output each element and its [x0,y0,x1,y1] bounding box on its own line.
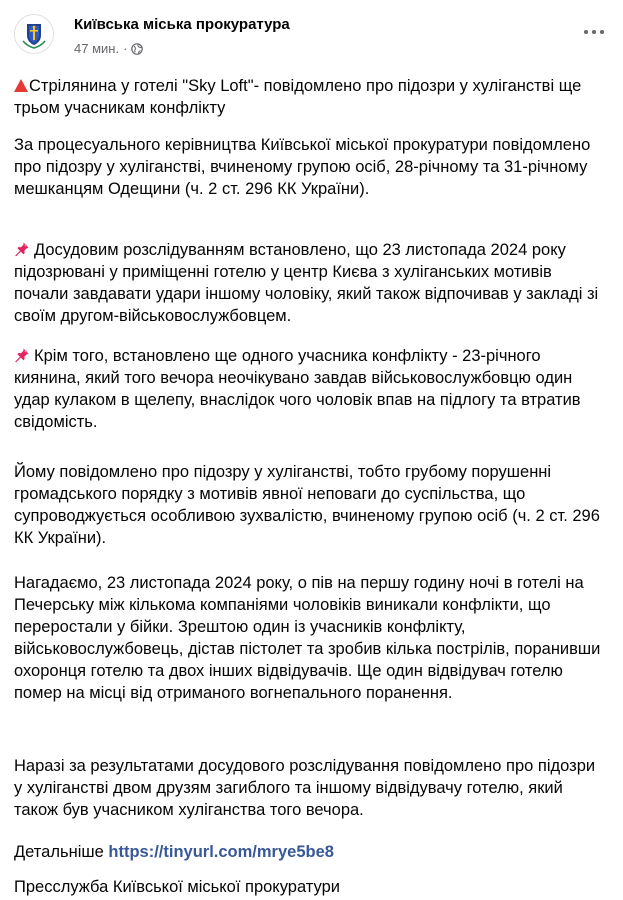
pushpin-icon [14,347,30,363]
prosecutor-emblem-icon [15,15,53,53]
details-label: Детальніше [14,843,104,861]
post-paragraph [14,345,604,433]
post-meta [74,41,143,56]
details-link[interactable]: https://tinyurl.com/mrye5be8 [108,843,334,861]
post-paragraph [14,239,604,327]
post-paragraph-text: Досудовим розслідуванням встановлено, що 23 листопада 2024 року підозрювані у приміщенні готелю у центр Києва з хуліганських мотивів почали завдавати удари іншому чоловіку, який також відпочивав у закладі зі своїм другом-військовослужбовцем. [14,241,599,325]
red-triangle-icon [14,79,28,92]
post-paragraph: Йому повідомлено про підозру у хуліганстві, тобто грубому порушенні громадського порядку з мотивів явної неповаги до суспільства, що супроводжується особливою зухвалістю, вчиненому групою осіб (ч. 2 ст. 296 КК України). [14,463,600,547]
more-options-button[interactable] [579,22,609,42]
post-headline-text: Стрілянина у готелі "Sky Loft"- повідомлено про підозри у хуліганстві ще трьом учасникам конфлікту [14,77,582,117]
post-time[interactable]: 47 мин. [74,41,120,56]
more-dot [592,30,596,34]
post-header [14,14,609,58]
more-dot [600,30,604,34]
details-line [14,841,604,863]
globe-icon [131,43,143,55]
post-headline [14,75,604,119]
post-paragraph: Наразі за результатами досудового розслідування повідомлено про підозри у хуліганстві двом друзям загиблого та іншому відвідувачу готелю, який також був учасником хуліганства того вечора. [14,757,596,819]
page-avatar[interactable] [14,14,54,54]
post-signature: Пресслужба Київської міської прокуратури [14,878,340,896]
page-name-link[interactable]: Київська міська прокуратура [74,16,290,33]
post-paragraph: Нагадаємо, 23 листопада 2024 року, о пів на першу годину ночі в готелі на Печерську між кількома компаніями чоловіків виникали конфлікти, що переростали у бійки. Зрештою один із учасників конфлікту, військовослужбовець, дістав пістолет та зробив кілька пострілів, поранивши охоронця готелю та двох інших відвідувачів. Ще один відвідувач готелю помер на місці від отриманого вогнепального поранення. [14,574,601,702]
pushpin-icon [14,241,30,257]
more-dot [584,30,588,34]
post-paragraph-text: Крім того, встановлено ще одного учасника конфлікту - 23-річного киянина, який того вечора неочікувано завдав військовослужбовцю один удар кулаком в щелепу, внаслідок чого чоловік впав на підлогу та втратив свідомість. [14,347,581,431]
meta-separator: · [123,41,128,56]
post-paragraph: За процесуального керівництва Київської міської прокуратури повідомлено про підозру у хуліганстві, вчиненому групою осіб, 28-річному та 31-річному мешканцям Одещини (ч. 2 ст. 296 КК України). [14,136,591,198]
